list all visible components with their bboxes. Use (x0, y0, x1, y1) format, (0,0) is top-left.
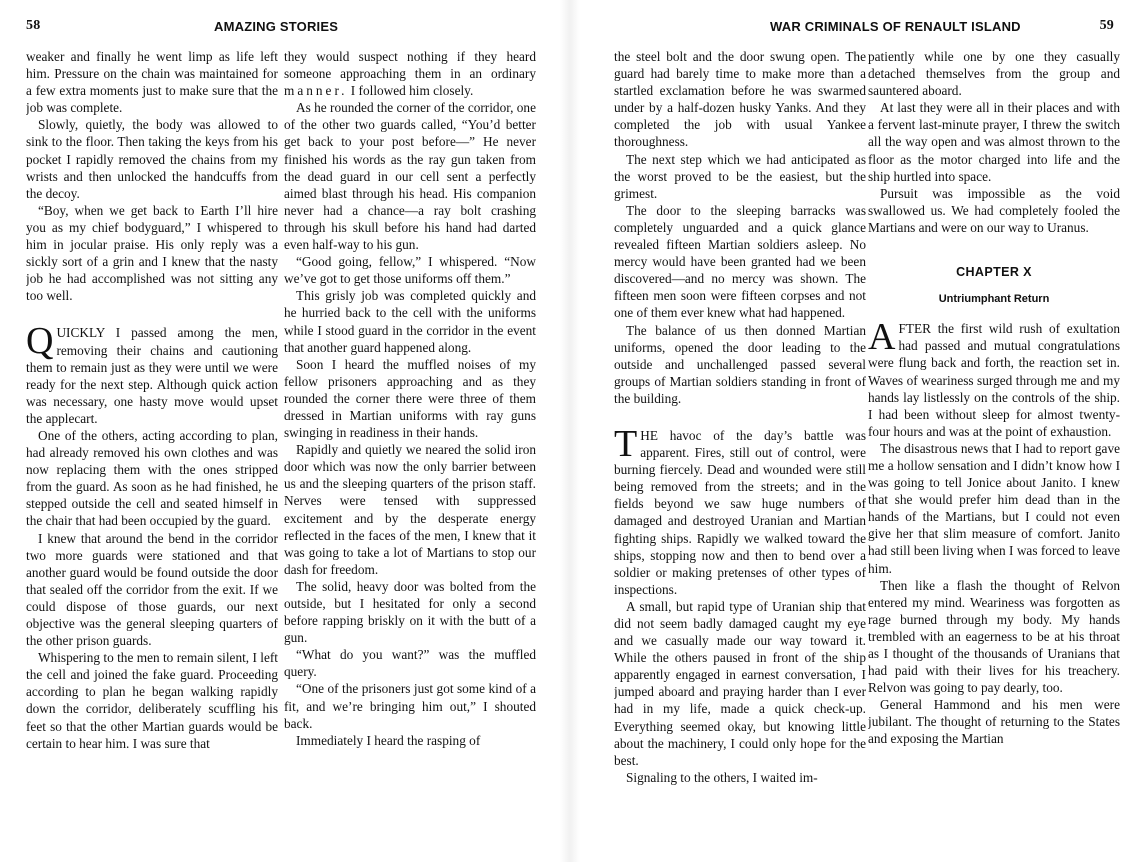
paragraph-text: HE havoc of the day’s battle was apparent. Fires, still out of control, were burning fiercely. Dead and wounded were still being removed from the streets; and in the fields beyond we saw huge numbers of damaged and destroyed Uranian and Martian fighting ships. Rapidly we walked toward the ships, stopping now and then to bend over a soldier or making pretenses of other types of inspections. (614, 427, 866, 597)
left-page-number: 58 (26, 18, 41, 33)
paragraph: weaker and finally he went limp as life left him. Pressure on the chain was maintained for a few extra moments just to make sure that the job was complete. (26, 49, 278, 116)
drop-cap: A (868, 316, 896, 359)
paragraph: The disastrous news that I had to report gave me a hollow sensation and I didn’t know how I was going to tell Jonice about Janito. I knew that she would prefer him dead than in the hands of the Martians, but I could not even give her that slim measure of comfort. Janito had still been living when I was forced to leave him. (868, 440, 1120, 576)
right-running-head (610, 18, 1114, 38)
right-page (570, 0, 1140, 862)
paragraph: The door to the sleeping barracks was completely unguarded and a quick glance revealed fifteen Martian soldiers asleep. No mercy would have been granted had we been discovered—and no mercy was shown. The fifteen men soon were fifteen corpses and not one of them ever knew what had happened. (614, 202, 866, 321)
right-running-title: WAR CRIMINALS OF RENAULT ISLAND (770, 19, 1021, 34)
paragraph (284, 48, 536, 99)
paragraph: Whispering to the men to remain silent, I left the cell and joined the fake guard. Proceeding according to plan he began walking rapidly down the corridor, deliberately scuffling his feet so that the other Martian guards would be certain to hear him. I was sure that (26, 650, 278, 751)
section-start-paragraph (26, 320, 278, 427)
paragraph: As he rounded the corner of the corridor, one of the other two guards called, “You’d better get back to your post before—” He never finished his words as the ray gun taken from the dead guard in our cell sent a perfectly aimed blast through his head. His companion never had a chance—a ray bolt crashing through his skull before his hand had darted even half-way to his gun. (284, 100, 536, 253)
paragraph: A small, but rapid type of Uranian ship that did not seem badly damaged caught my eye and we casually made our way toward it. While the others paused in front of the ship apparently engaged in earnest conversation, I jumped aboard and praying harder than I ever had in my life, made a quick check-up. Everything seemed okay, but knowing little about the machinery, I could only hope for the best. (614, 598, 866, 768)
section-start-paragraph (614, 422, 866, 598)
drop-cap: T (614, 422, 638, 465)
paragraph: Rapidly and quietly we neared the solid iron door which was now the only barrier between us and the sleeping quarters of the prison staff. Nerves were tensed with suppressed excitement and by the desperate energy reflected in the faces of the men, I knew that it was going to take a lot of Martians to stop our dash for freedom. (284, 442, 536, 577)
paragraph: Pursuit was impossible as the void swallowed us. We had completely fooled the Martians and were on our way to Uranus. (868, 185, 1120, 235)
paragraph: The balance of us then donned Martian uniforms, opened the door leading to the outside and unchallenged passed several groups of Martian soldiers standing in front of the building. (614, 322, 866, 406)
paragraph-text: UICKLY I passed among the men, removing their chains and cautioning them to remain just as they were until we were ready for the next step. Although quick action was necessary, one hasty move would upset the applecart. (26, 325, 278, 426)
paragraph: I knew that around the bend in the corridor two more guards were stationed and that another guard would be found outside the door that sealed off the corridor from the exit. If we could dispose of those guards, our next objective was the general sleeping quarters of the other prison guards. (26, 530, 278, 649)
drop-cap: Q (26, 320, 54, 363)
paragraph: “What do you want?” was the muffled query. (284, 647, 536, 680)
right-column-1 (614, 48, 866, 852)
paragraph-text: they would suspect nothing if they heard someone approaching them in an ordinary (284, 49, 536, 82)
paragraph-text: FTER the first wild rush of exultation had passed and mutual congratulations were flung back and forth, the reaction set in. Waves of weariness surged through me and my hands lay listlessly on the controls of the ship. I had been without sleep for almost twenty-four hours and was at the point of exhaustion. (868, 321, 1120, 439)
paragraph: Immediately I heard the rasping of (296, 732, 481, 748)
paragraph: Signaling to the others, I waited im- (626, 769, 818, 785)
section-start-paragraph (868, 316, 1120, 440)
right-column-2 (868, 48, 1120, 852)
left-running-title: AMAZING STORIES (214, 19, 339, 34)
paragraph: General Hammond and his men were jubilant. The thought of returning to the States and exposing the Martian (868, 697, 1120, 747)
paragraph: Soon I heard the muffled noises of my fellow prisoners approaching and as they rounded the corner there were three of them dressed in Martian uniforms with ray guns swinging in readiness in their hands. (284, 356, 536, 441)
right-page-number: 59 (1099, 18, 1114, 33)
paragraph: One of the others, acting according to plan, had already removed his own clothes and was now replacing them with the ones stripped from the guard. As soon as he had finished, he stepped outside the cell and seated himself in the chair that had been occupied by the guard. (26, 427, 278, 529)
left-running-head (26, 18, 544, 38)
left-column-2 (284, 48, 536, 852)
chapter-title: CHAPTER X (956, 265, 1032, 280)
paragraph: “One of the prisoners just got some kind of a fit, and we’re bringing him out,” I shouted back. (284, 681, 536, 731)
left-column-1 (26, 48, 278, 852)
paragraph: “Boy, when we get back to Earth I’ll hire you as my chief bodyguard,” I whispered to him in jocular praise. His only reply was a sickly sort of a grin and I knew that the nasty job he had accomplished was not sitting any too well. (26, 202, 278, 304)
paragraph: This grisly job was completed quickly and he hurried back to the cell with the uniforms while I stood guard in the corridor in the event that another guard happened along. (284, 288, 536, 355)
paragraph: the steel bolt and the door swung open. The guard had barely time to make more than a startled exclamation before he was swarmed under by a half-dozen husky Yanks. And they completed the job with usual Yankee thoroughness. (614, 49, 866, 150)
paragraph: Slowly, quietly, the body was allowed to sink to the floor. Then taking the keys from his pocket I rapidly removed the chains from my wrists and then unlocked the handcuffs from the decoy. (26, 117, 278, 201)
paragraph: The solid, heavy door was bolted from the outside, but I hesitated for only a second before rapping briskly on it with the butt of a gun. (284, 578, 536, 646)
paragraph: Then like a flash the thought of Relvon entered my mind. Weariness was forgotten as rage burned through my body. My hands trembled with an eagerness to be at his throat as I thought of the thousands of Uranians that had paid with their lives for his treachery. Relvon was going to pay dearly, too. (868, 577, 1120, 696)
paragraph: The next step which we had anticipated as the worst proved to be the easiest, but the grimest. (614, 151, 866, 201)
paragraph: patiently while one by one they casually detached themselves from the group and sauntered aboard. (868, 49, 1120, 99)
paragraph-text: I followed him closely. (350, 83, 474, 99)
paragraph: “Good going, fellow,” I whispered. “Now we’ve got to get those uniforms off them.” (284, 254, 536, 287)
chapter-subtitle: Untriumphant Return (938, 293, 1050, 306)
paragraph: At last they were all in their places and with a fervent last-minute prayer, I threw the switch all the way open and was almost thrown to the floor as the motor charged into life and the ship hurtled into space. (868, 100, 1120, 184)
spaced-word: manner. (284, 83, 348, 99)
